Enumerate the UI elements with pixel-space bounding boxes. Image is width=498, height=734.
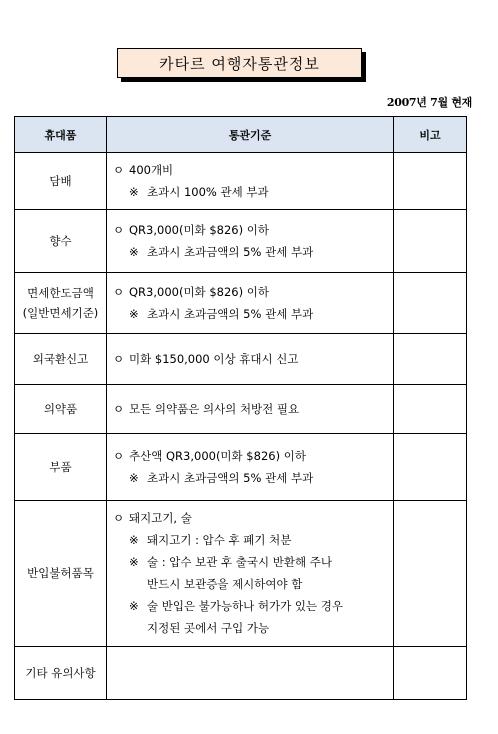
row-remarks — [394, 433, 467, 500]
criteria-note: ※ 초과시 100% 관세 부과 — [113, 181, 389, 203]
page-title-text: 카타르 여행자통관정보 — [159, 54, 320, 73]
row-category: 부품 — [15, 433, 107, 500]
header-item: 휴대품 — [15, 117, 107, 153]
header-remarks: 비고 — [394, 117, 467, 153]
criteria-line: ㅇ QR3,000(미화 $826) 이하 — [113, 219, 389, 241]
row-criteria — [107, 153, 394, 210]
reference-mark-icon: ※ — [129, 244, 139, 259]
row-criteria — [107, 272, 394, 333]
row-category: 향수 — [15, 209, 107, 272]
circle-bullet: ㅇ — [113, 284, 125, 299]
row-category-line1: 면세한도금액 — [27, 285, 94, 300]
header-criteria: 통관기준 — [107, 117, 394, 153]
criteria-note: ※ 돼지고기 : 압수 후 폐기 처분 — [113, 529, 389, 551]
row-criteria — [107, 209, 394, 272]
table-row — [15, 153, 467, 210]
row-criteria — [107, 333, 394, 384]
criteria-line: ㅇ 돼지고기, 술 — [113, 507, 389, 529]
row-criteria — [107, 647, 394, 700]
table-row — [15, 384, 467, 433]
reference-mark-icon: ※ — [129, 599, 139, 614]
criteria-note: ※ 초과시 초과금액의 5% 관세 부과 — [113, 467, 389, 489]
row-remarks — [394, 647, 467, 700]
row-category: 담배 — [15, 153, 107, 210]
row-category: 외국환신고 — [15, 333, 107, 384]
row-category-line2: (일반면세기준) — [22, 305, 99, 320]
circle-bullet: ㅇ — [113, 511, 125, 526]
row-category: 기타 유의사항 — [15, 647, 107, 700]
table-header-row — [15, 117, 467, 153]
table-row — [15, 500, 467, 646]
circle-bullet: ㅇ — [113, 401, 125, 416]
row-remarks — [394, 500, 467, 646]
circle-bullet: ㅇ — [113, 222, 125, 237]
circle-bullet: ㅇ — [113, 448, 125, 463]
criteria-continuation: 지정된 곳에서 구입 가능 — [147, 621, 270, 636]
row-category: 반입불허품목 — [15, 500, 107, 646]
row-category: 의약품 — [15, 384, 107, 433]
date-note: 2007년 7월 현재 — [386, 96, 472, 109]
criteria-line: ㅇ 400개비 — [113, 159, 389, 181]
reference-mark-icon: ※ — [129, 555, 139, 570]
row-remarks — [394, 384, 467, 433]
criteria-line: ㅇ QR3,000(미화 $826) 이하 — [113, 281, 389, 303]
customs-table — [14, 116, 467, 700]
reference-mark-icon: ※ — [129, 184, 139, 199]
table-row — [15, 272, 467, 333]
reference-mark-icon: ※ — [129, 306, 139, 321]
page-title — [117, 48, 362, 78]
criteria-note: ※ 초과시 초과금액의 5% 관세 부과 — [113, 303, 389, 325]
criteria-line: ㅇ 모든 의약품은 의사의 처방전 필요 — [113, 398, 389, 420]
row-remarks — [394, 209, 467, 272]
row-criteria — [107, 500, 394, 646]
criteria-line: ㅇ 미화 $150,000 이상 휴대시 신고 — [113, 348, 389, 370]
row-remarks — [394, 272, 467, 333]
row-remarks — [394, 333, 467, 384]
row-criteria — [107, 384, 394, 433]
criteria-note: ※ 술 : 압수 보관 후 출국시 반환해 주나 — [113, 551, 389, 573]
circle-bullet: ㅇ — [113, 351, 125, 366]
table-row — [15, 333, 467, 384]
criteria-note: ※ 초과시 초과금액의 5% 관세 부과 — [113, 241, 389, 263]
reference-mark-icon: ※ — [129, 470, 139, 485]
criteria-continuation: 반드시 보관증을 제시하여야 함 — [147, 577, 303, 592]
row-remarks — [394, 153, 467, 210]
reference-mark-icon: ※ — [129, 533, 139, 548]
table-row — [15, 209, 467, 272]
row-category — [15, 272, 107, 333]
table-row — [15, 433, 467, 500]
criteria-line: ㅇ 추산액 QR3,000(미화 $826) 이하 — [113, 445, 389, 467]
table-row — [15, 647, 467, 700]
row-criteria — [107, 433, 394, 500]
criteria-note: ※ 술 반입은 불가능하나 허가가 있는 경우 — [113, 595, 389, 617]
circle-bullet: ㅇ — [113, 162, 125, 177]
